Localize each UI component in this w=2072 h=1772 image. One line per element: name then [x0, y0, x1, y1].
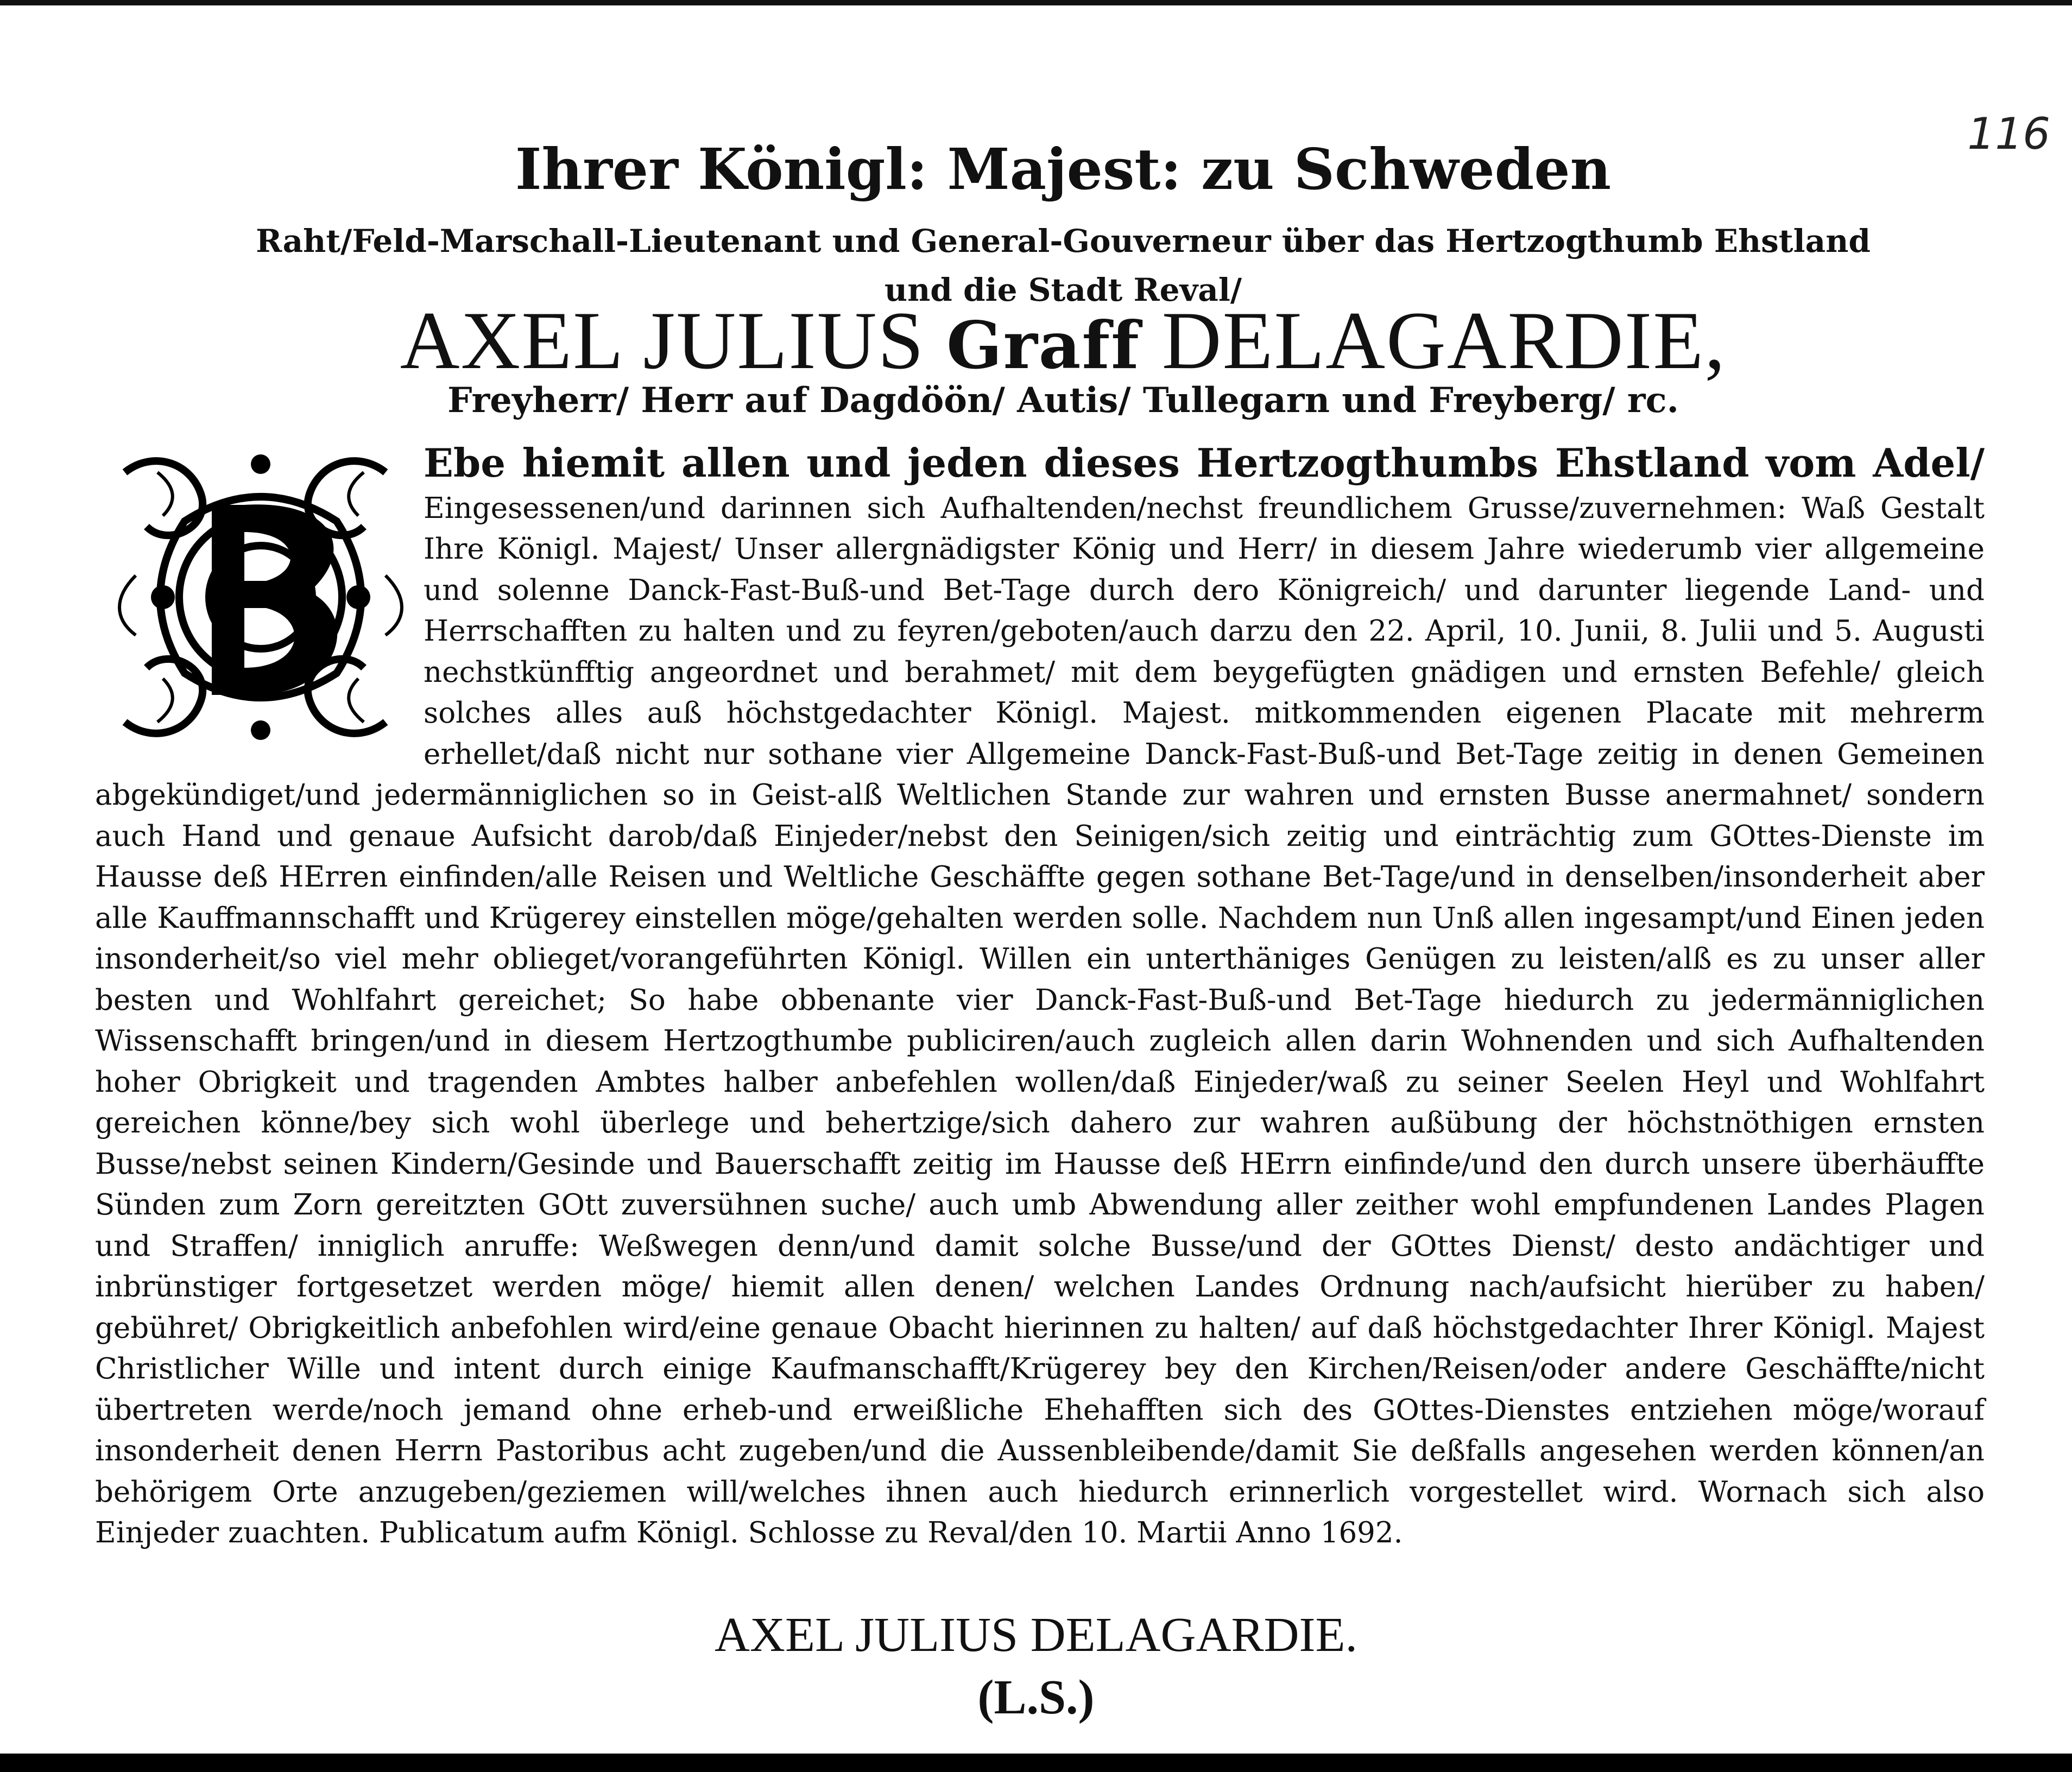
decree-body: [95, 442, 1985, 1554]
decree-opening: Ebe hiemit allen und jeden dieses Hertzogthumbs Ehstland vom Adel/: [424, 440, 1985, 486]
heading-office: Raht/Feld-Marschall-Lieutenant und General-Gouverneur über das Hertzogthumb Ehstland: [256, 223, 1871, 260]
signature: AXEL JULIUS DELAGARDIE.: [714, 1608, 1358, 1662]
issuer-name-part3: DELAGARDIE,: [1161, 295, 1727, 386]
initial-spacer: [95, 442, 424, 746]
bottom-border: [0, 1754, 2072, 1772]
heading-lordships: Freyherr/ Herr auf Dagdöön/ Autis/ Tullegarn und Freyberg/ rc.: [447, 380, 1679, 421]
top-border: [0, 0, 2072, 5]
issuer-name-part1: AXEL JULIUS: [400, 295, 925, 386]
heading-title: Ihrer Königl: Majest: zu Schweden: [515, 136, 1612, 202]
heading-issuer-name: [163, 293, 1963, 388]
decree-text: Eingesessenen/und darinnen sich Aufhaltenden/nechst freundlichem Grusse/zuvernehmen: Waß Gestalt Ihre Königl. Majest/ Unser allergnädigster König und Herr/ in diesem Jahre wiederumb vier allgemeine und solenne Danck-Fast-Buß-und Bet-Tage durch dero Königreich/ und darunter liegende Land- und Herrschafften zu halten und zu feyren/geboten/auch darzu den 22. April, 10. Junii, 8. Julii und 5. Augusti nechstkünfftig angeordnet und berahmet/ mit dem beygefügten gnädigen und ernsten Befehle/ gleich solches alles auß höchstgedachter Königl. Majest. mitkommenden eigenen Placate mit mehrerm erhellet/daß nicht nur sothane vier Allgemeine Danck-Fast-Buß-und Bet-Tage zeitig in denen Gemeinen abgekündiget/und jedermänniglichen so in Geist-alß Weltlichen Stande zur wahren und ernsten Busse anermahnet/ sondern auch Hand und genaue Aufsicht darob/daß Einjeder/nebst den Seinigen/sich zeitig und einträchtig zum GOttes-Dienste im Hausse deß HErren einfinden/alle Reisen und Weltliche Geschäffte gegen sothane Bet-Tage/und in denselben/insonderheit aber alle Kauffmannschafft und Krügerey einstellen möge/gehalten werden solle. Nachdem nun Unß allen ingesampt/und Einen jeden insonderheit/so viel mehr oblieget/vorangeführten Königl. Willen ein unterthäniges Genügen zu leisten/alß es zu unser aller besten und Wohlfahrt gereichet; So habe obbenante vier Danck-Fast-Buß-und Bet-Tage hiedurch zu jedermänniglichen Wissenschafft bringen/und in diesem Hertzogthumbe publiciren/auch zugleich allen darin Wohnenden und sich Aufhaltenden hoher Obrigkeit und tragenden Ambtes halber anbefehlen wollen/daß Einjeder/waß zu seiner Seelen Heyl und Wohlfahrt gereichen könne/bey sich wohl überlege und behertzige/sich dahero zur wahren außübung der höchstnöthigen ernsten Busse/nebst seinen Kindern/Gesinde und Bauerschafft zeitig im Hausse deß HErrn einfinde/und den durch unsere überhäuffte Sünden zum Zorn gereitzten GOtt zuversühnen suche/ auch umb Abwendung aller zeither wohl empfundenen Landes Plagen und Straffen/ inniglich anruffe: Weßwegen denn/und damit solche Busse/und der GOttes Dienst/ desto andächtiger und inbrünstiger fortgesetzet werden möge/ hiemit allen denen/ welchen Landes Ordnung nach/aufsicht hierüber zu haben/ gebühret/ Obrigkeitlich anbefohlen wird/eine genaue Obacht hierinnen zu halten/ auf daß höchstgedachter Ihrer Königl. Majest Christlicher Wille und intent durch einige Kaufmanschafft/Krügerey bey den Kirchen/Reisen/oder andere Geschäffte/nicht übertreten werde/noch jemand ohne erheb-und erweißliche Ehehafften sich des GOttes-Dienstes entziehen möge/worauf insonderheit denen Herrn Pastoribus acht zugeben/und die Aussenbleibende/damit Sie deßfalls angesehen werden können/an behörigem Orte anzugeben/geziemen will/welches ihnen auch hiedurch erinnerlich vorgestellet wird. Wornach sich also Einjeder zuachten. Publicatum aufm Königl. Schlosse zu Reval/den 10. Martii Anno 1692.: [95, 491, 1985, 1549]
heading-city: und die Stadt Reval/: [884, 271, 1242, 308]
issuer-title-graff: Graff: [946, 307, 1140, 384]
seal-mark: (L.S.): [977, 1670, 1095, 1724]
folio-number: 116: [1967, 109, 2050, 159]
